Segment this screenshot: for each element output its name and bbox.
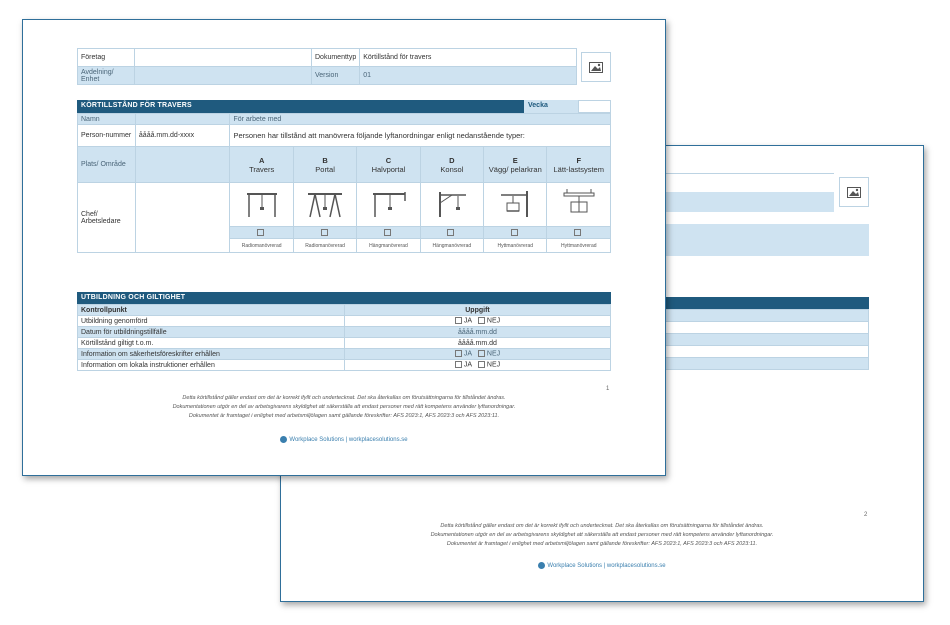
header-table [77,48,577,85]
no-label: NEJ [486,361,501,369]
page-number: 1 [606,386,610,392]
logo-placeholder [839,177,869,207]
table-row [78,360,611,371]
permission-statement: Personen har tillstånd att manövrera följande lyftanordningar enligt nedanstående typer: [230,125,611,147]
person-label: Person-nummer [78,125,136,147]
console-crane-icon [420,183,483,227]
person-field[interactable]: åååå.mm.dd-xxxx [135,125,230,147]
footer-line-2: Dokumentationen utgör en del av arbetsgivarens skyldighet att säkerställa att endast personer med rätt kompetens använder lyftanordningar. [430,532,774,538]
crane-type-c [357,147,420,183]
date-field[interactable]: åååå.mm.dd [345,338,611,349]
checkbox[interactable] [574,229,581,236]
checkbox[interactable] [455,350,462,357]
dept-label: Avdelning/ Enhet [78,67,135,85]
checkbox[interactable] [478,350,485,357]
week-label: Vecka [524,100,578,113]
crane-control-type: Radiomanövrerad [230,239,293,253]
version-value: 01 [360,67,577,85]
place-field[interactable] [135,147,230,183]
section1-header [77,100,611,113]
for-work-label: För arbete med [230,114,611,125]
yes-no-field [345,316,611,327]
crane-name: Lätt-lastsystem [553,164,604,174]
yes-no-field [345,360,611,371]
crane-type-f [547,147,611,183]
portal-crane-icon [293,183,356,227]
crane-name: Konsol [440,164,464,174]
table-row [78,338,611,349]
globe-icon [280,436,287,443]
checkbox[interactable] [478,361,485,368]
checkbox[interactable] [455,317,462,324]
crane-control-type: Hängmanövrerad [420,239,483,253]
crane-name: Portal [315,164,335,174]
crane-name: Halvportal [371,164,406,174]
crane-type-d [420,147,483,183]
section2-title: UTBILDNING OCH GILTIGHET [77,292,611,304]
name-field[interactable] [135,114,230,125]
checkbox[interactable] [455,361,462,368]
table-row [78,316,611,327]
no-label: NEJ [486,350,501,358]
light-load-crane-icon [547,183,611,227]
crane-control-type: Hängmanövrerad [357,239,420,253]
document-page-1 [22,19,666,476]
back-footer-link[interactable] [281,562,923,569]
footer-link-text: Workplace Solutions | workplacesolutions.se [547,563,666,570]
date-field[interactable]: åååå.mm.dd [345,327,611,338]
crane-checkbox-cell [484,227,547,239]
no-label: NEJ [486,317,501,325]
col-value: Uppgift [345,305,611,316]
checkpoint-label: Datum för utbildningstillfälle [78,327,345,338]
crane-checkbox-cell [357,227,420,239]
checkbox[interactable] [384,229,391,236]
front-footer [23,394,665,421]
crane-control-type: Hyttmanövrerad [484,239,547,253]
table-row [78,327,611,338]
globe-icon [538,562,545,569]
crane-control-type: Radiomanövrerad [293,239,356,253]
footer-line-2: Dokumentationen utgör en del av arbetsgivarens skyldighet att säkerställa att endast personer med rätt kompetens använder lyftanordningar. [172,404,516,410]
table-row [78,349,611,360]
footer-line-1: Detta körtillstånd gäller endast om det är korrekt ifyllt och undertecknat. Det ska återkallas om förutsättningarna för tillståndet ändras. [182,395,506,401]
checkpoint-label: Utbildning genomförd [78,316,345,327]
checkpoint-label: Information om lokala instruktioner erhållen [78,360,345,371]
yes-label: JA [463,317,473,325]
image-icon [847,187,861,198]
section2-table [77,304,611,371]
col-checkpoint: Kontrollpunkt [78,305,345,316]
crane-letter: B [322,155,328,165]
logo-placeholder [581,52,611,82]
week-field[interactable] [578,100,611,113]
crane-letter: E [512,155,518,165]
section1-table [77,113,611,253]
checkpoint-label: Körtillstånd giltigt t.o.m. [78,338,345,349]
image-icon [589,62,603,73]
yes-label: JA [463,350,473,358]
crane-letter: C [385,155,392,165]
page-number: 2 [864,512,868,518]
crane-type-e [484,147,547,183]
chief-label: Chef/ Arbetsledare [78,183,136,253]
footer-line-3: Dokumentet är framtaget i enlighet med arbetsmiljölagen samt gällande föreskrifter: AFS 2023:1, AFS 2023:3 och AFS 2023:11. [446,541,758,547]
crane-checkbox-cell [420,227,483,239]
footer-line-1: Detta körtillstånd gäller endast om det är korrekt ifyllt och undertecknat. Det ska återkallas om förutsättningarna för tillståndet ändras. [440,523,764,529]
yes-no-field [345,349,611,360]
company-field[interactable] [135,49,312,67]
checkbox[interactable] [511,229,518,236]
checkbox[interactable] [321,229,328,236]
crane-letter: D [449,155,455,165]
footer-link-text: Workplace Solutions | workplacesolutions.se [289,437,408,444]
crane-control-type: Hyttmanövrerad [547,239,611,253]
crane-letter: F [576,155,582,165]
doctype-label: Dokumenttyp [312,49,360,67]
crane-checkbox-cell [293,227,356,239]
checkbox[interactable] [257,229,264,236]
checkbox[interactable] [447,229,454,236]
yes-label: JA [463,361,473,369]
place-label: Plats/ Område [78,147,136,183]
section1-title: KÖRTILLSTÅND FÖR TRAVERS [77,100,524,113]
crane-name: Vägg/ pelarkran [488,164,542,174]
crane-name: Travers [249,164,275,174]
company-label: Företag [78,49,135,67]
crane-type-a [230,147,293,183]
crane-type-b [293,147,356,183]
footer-line-3: Dokumentet är framtaget i enlighet med arbetsmiljölagen samt gällande föreskrifter: AFS 2023:1, AFS 2023:3 och AFS 2023:11. [188,413,500,419]
dept-field[interactable] [135,67,312,85]
name-label: Namn [78,114,136,125]
crane-letter: A [258,155,265,165]
wall-crane-icon [484,183,547,227]
doctype-value: Körtillstånd för travers [360,49,577,67]
crane-checkbox-cell [547,227,611,239]
travers-crane-icon [230,183,293,227]
crane-checkbox-cell [230,227,293,239]
checkbox[interactable] [478,317,485,324]
halfportal-crane-icon [357,183,420,227]
version-label: Version [312,67,360,85]
front-footer-link[interactable] [23,436,665,443]
checkpoint-label: Information om säkerhetsföreskrifter erhållen [78,349,345,360]
back-footer [281,522,923,549]
chief-field[interactable] [135,183,230,253]
